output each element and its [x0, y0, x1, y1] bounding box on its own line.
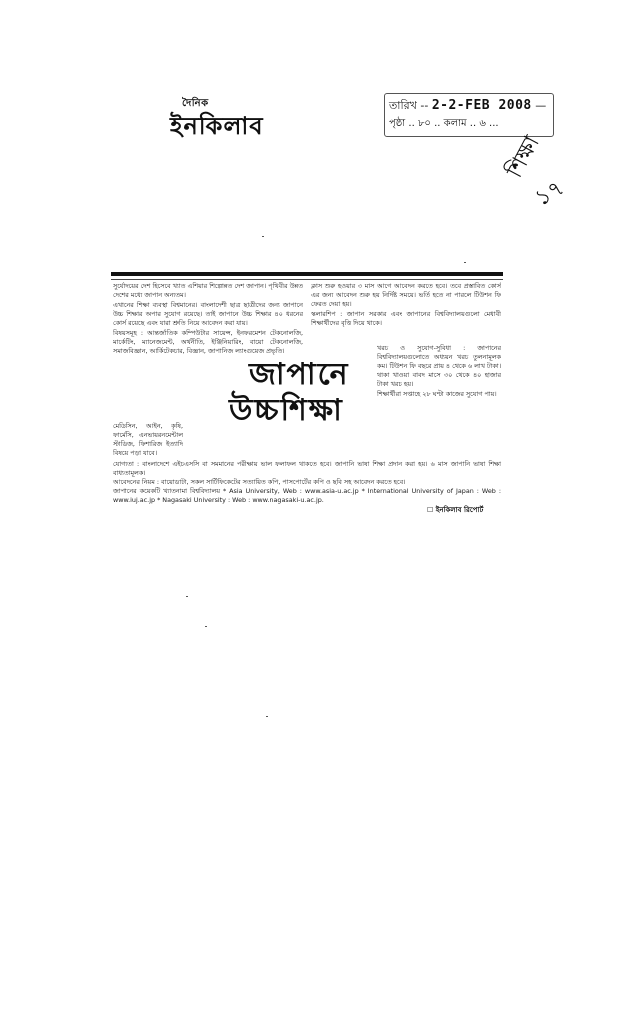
stamp-date-value: 2-2-FEB 2008: [431, 98, 532, 113]
col1-paragraph: বিষয়সমূহ : আন্তর্জাতিক কম্পিউটার সায়েন্স, ইনফরমেশন টেকনোলজি, মার্কেটিং, ম্যানেজমেন্ট, অর্থনীতি, ইঞ্জিনিয়ারিং, বায়ো টেকনোলজি, সমাজবিজ্ঞান, আর্কিটেকচার, বিজ্ঞান, জাপানিজ ল্যাংগুয়েজ প্রভৃতি।: [113, 329, 303, 355]
bottom-paragraph: যোগ্যতা : বাংলাদেশে এইচএসসি বা সমমানের পরীক্ষায় ভাল ফলাফল থাকতে হবে। জাপানি ভাষা শিক্ষা প্রদান করা হয়। ৬ মাস জাপানি ভাষা শিক্ষা বাধ্যতামূলক।: [113, 460, 501, 477]
col1-paragraph: এখানের শিক্ষা ব্যবস্থা বিশ্বমানের। বাংলাদেশী ছাত্র ছাত্রীদের জন্য জাপানে উচ্চ শিক্ষার অপার সুযোগ রয়েছে। তাই জাপানে উচ্চ শিক্ষার ৪০ ধরনের কোর্স রয়েছে এবং যারা শ্রুতি নিয়ে আবেদন করা যায়।: [113, 301, 303, 327]
handwritten-number: ১৭: [531, 175, 569, 212]
newspaper-masthead: [160, 94, 300, 144]
article-bottom-text: [113, 460, 501, 505]
bottom-paragraph: আবেদনের নিয়ম : বায়োডাটা, সকল সার্টিফিকেটের সত্যায়িত কপি, পাসপোর্টের কপি ও ছবি সহ আবেদন করতে হবে।: [113, 478, 406, 486]
col1-paragraph: সুর্যোদয়ের দেশ হিসেবে খ্যাত এশিয়ার শিল্পোন্নত দেশ জাপান। পৃথিবীর উন্নত দেশের মধ্যে জাপান অন্যতম।: [113, 282, 303, 299]
stamp-page-row: পৃষ্ঠা .. ৮০ .. কলাম .. ৬ ...: [389, 118, 499, 129]
stamp-date-row: তারিখ -- 2-2-FEB 2008 —: [389, 98, 547, 113]
scan-speck: [205, 626, 207, 627]
article-headline: [229, 350, 379, 430]
article-column-3: [377, 344, 501, 462]
scan-speck: [266, 716, 268, 717]
headline-line-2: উচ্চশিক্ষা: [229, 393, 344, 428]
scan-speck: [464, 262, 466, 263]
clip-top-rule: [111, 272, 503, 276]
scan-speck: [186, 596, 188, 597]
col2-paragraph: স্কলারশিপ : জাপান সরকার এবং জাপানের বিশ্ববিদ্যালয়গুলো মেধাবী শিক্ষার্থীদের বৃত্তি দিয়ে থাকে।: [311, 310, 501, 327]
stamp-date-label: তারিখ: [389, 99, 417, 112]
masthead-prefix: দৈনিক: [182, 98, 209, 109]
article-credit: ☐ ইনকিলাব রিপোর্ট: [427, 506, 484, 514]
clip-thin-rule: [111, 279, 503, 280]
stamp-col-label: কলাম: [443, 118, 467, 129]
scan-speck: [262, 236, 264, 237]
article-column-2: [311, 282, 501, 342]
col3-paragraph: শিক্ষার্থীরা সপ্তাহে ২৮ ঘণ্টা কাজের সুযোগ পায়।: [377, 390, 497, 398]
handwritten-note: শিক্ষা: [502, 131, 545, 183]
headline-line-1: জাপানে: [249, 357, 350, 392]
bottom-paragraph: জাপানের কয়েকটি খ্যাতনামা বিশ্ববিদ্যালয় * Asia University, Web : www.asia-u.ac.jp * International University of Japan : Web : www.iuj.ac.jp * Nagasaki University : Web : www.nagasaki-u.ac.jp.: [113, 487, 501, 504]
stamp-page-label: পৃষ্ঠা: [389, 118, 406, 129]
stamp-page-value: ৮০: [417, 118, 431, 129]
col2-paragraph: ক্লাস শুরু হওয়ার ৩ মাস আগে আবেদন করতে হবে। তবে প্রস্তাবিত কোর্স এর জন্য আবেদন শুরু হয় নির্দিষ্ট সময়ে। ভর্তি হতে না পারলে টিউশন ফি ফেরত দেয়া হয়।: [311, 282, 501, 308]
stamp-col-value: ৬: [479, 118, 486, 129]
col4-paragraph: মেডিসিন, আইন, কৃষি, ফার্মেসি, এনভায়রনমেন্টাল স্টাডিজ, ফিশারিজ ইত্যাদি বিষয়ে পড়া যাবে।: [113, 422, 183, 457]
col3-paragraph: খরচ ও সুযোগ-সুবিধা : জাপানের বিশ্ববিদ্যালয়গুলোতে অধ্যয়ন খরচ তুলনামূলক কম। টিউশন ফি বছরে প্রায় ৪ থেকে ৬ লাখ টাকা। থাকা খাওয়া বাবদ মাসে ৩০ থেকে ৪০ হাজার টাকা খরচ হয়।: [377, 344, 501, 388]
masthead-title: ইনকিলাব: [170, 112, 264, 140]
newspaper-clipping: [111, 272, 503, 516]
